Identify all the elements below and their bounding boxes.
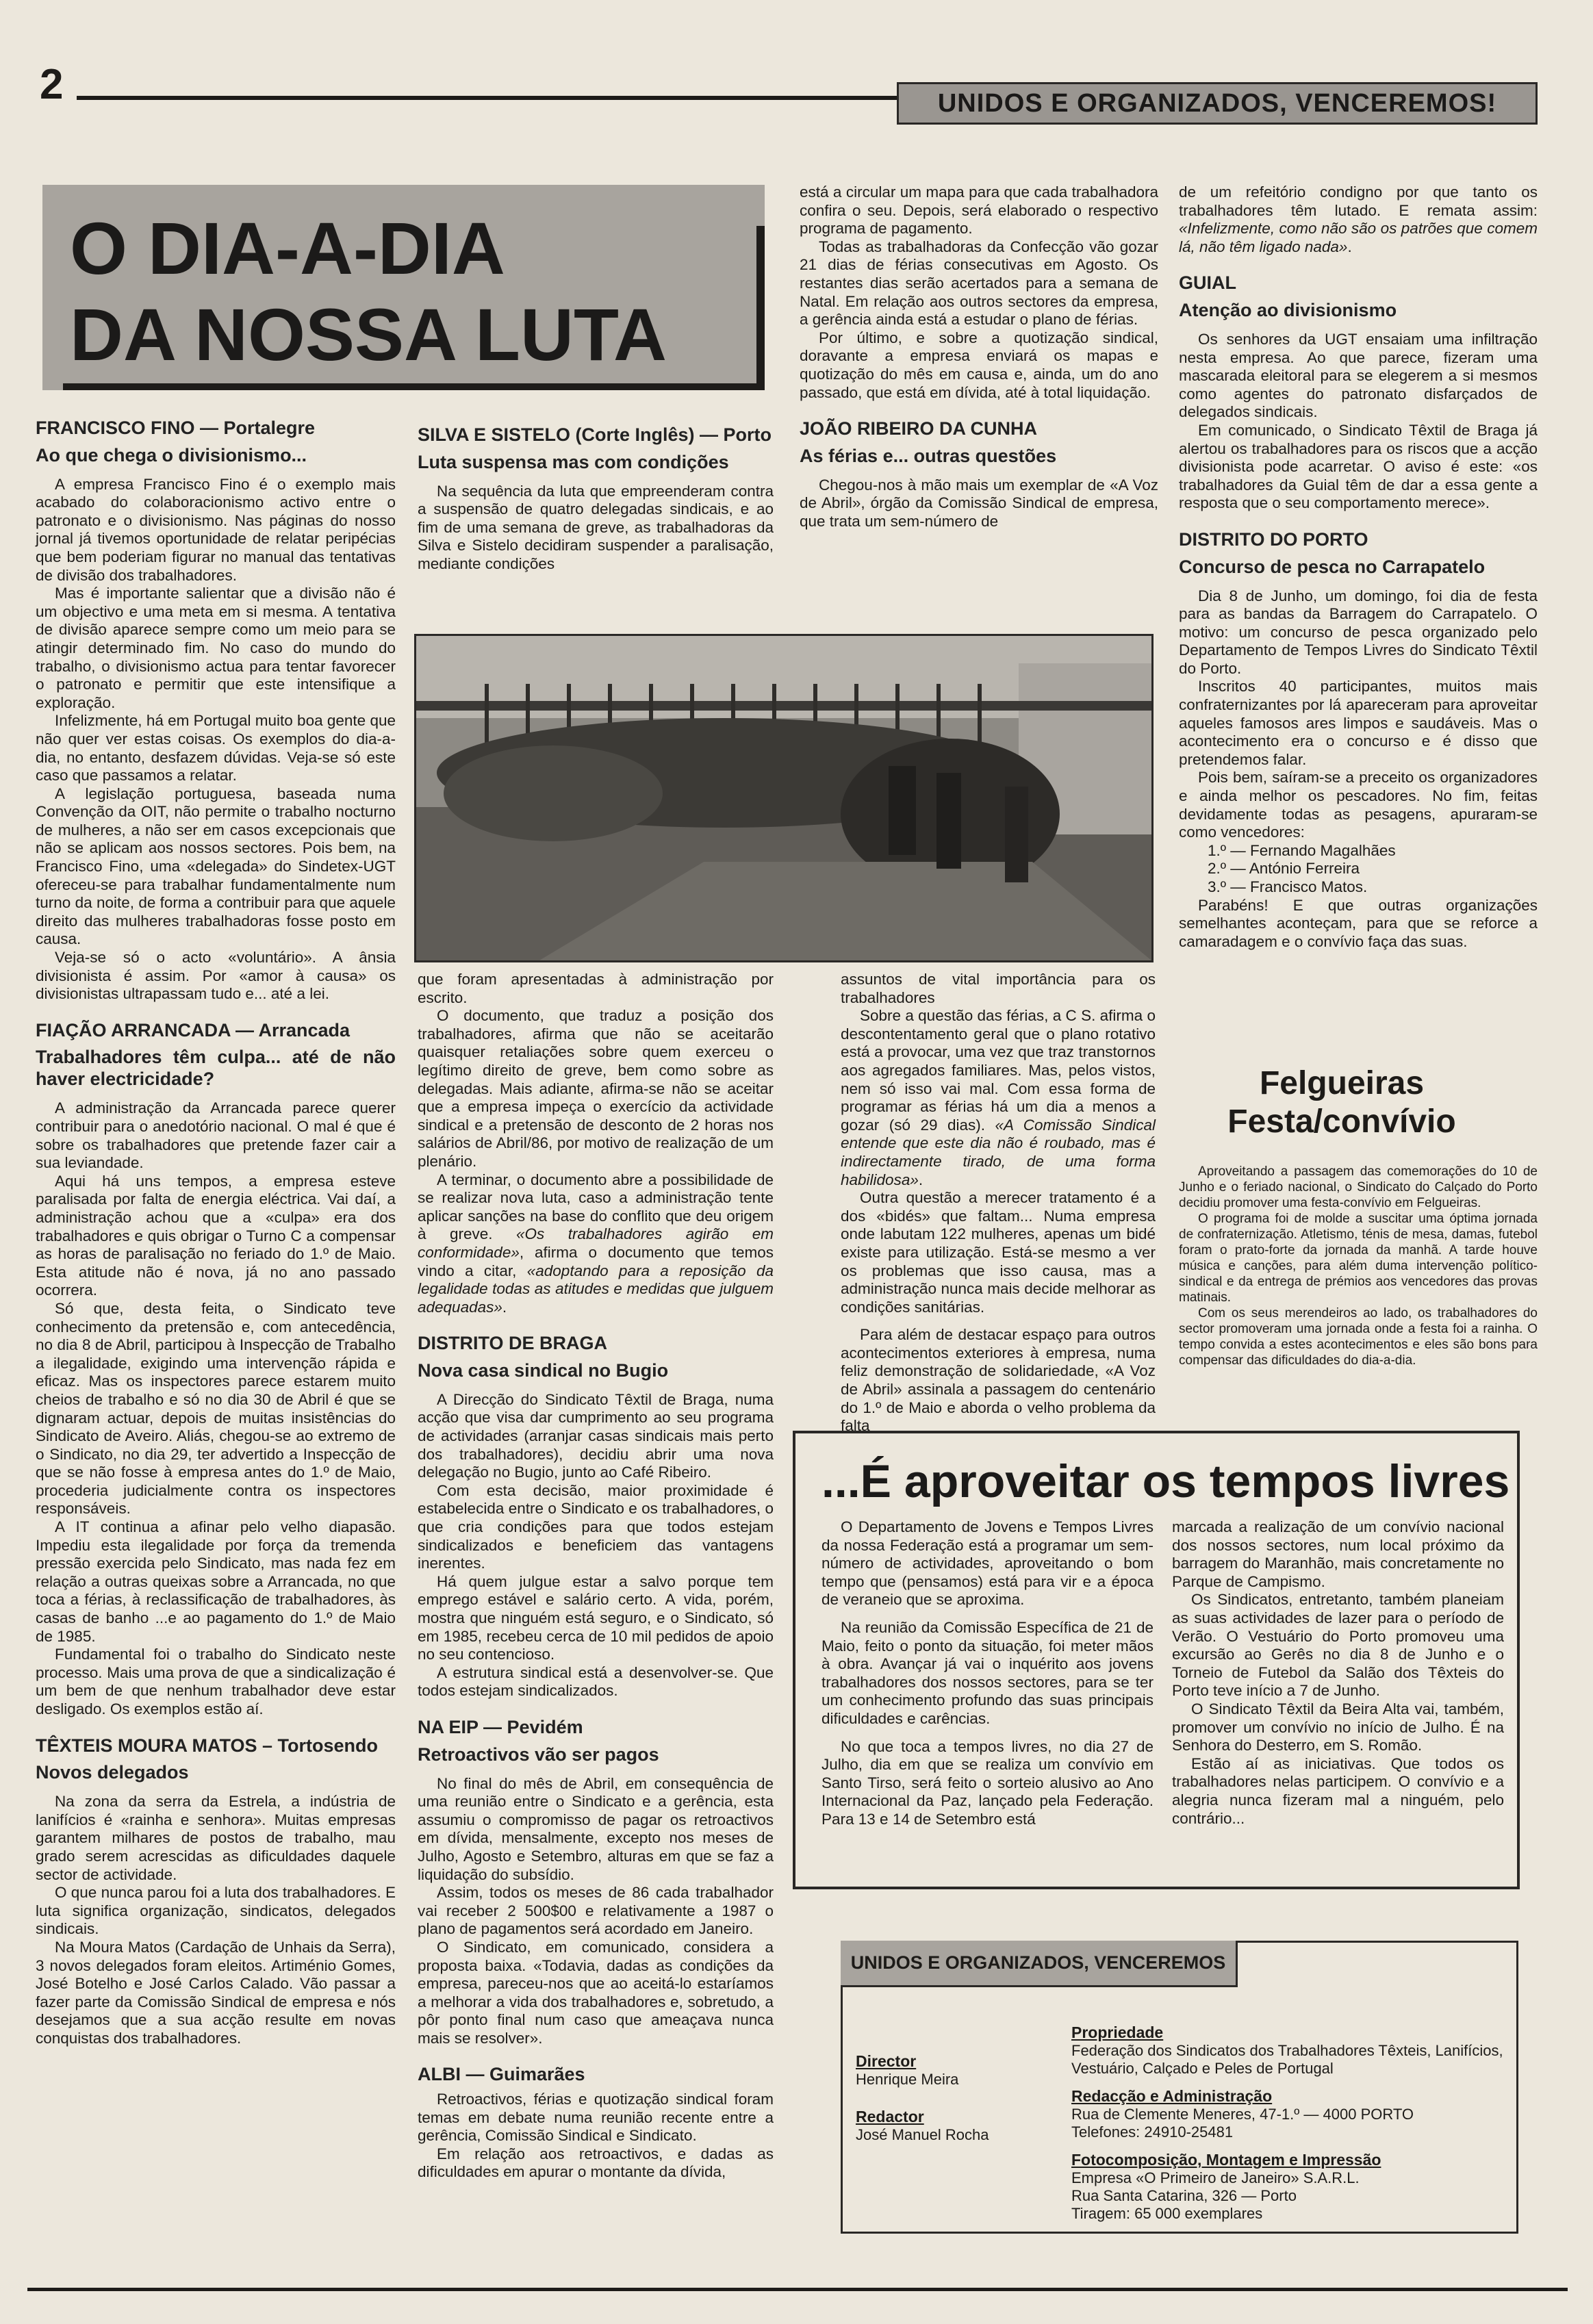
header-rule — [77, 96, 898, 100]
quote: «adoptando para a reposição da legalidade todas as atitudes e medidas que julguem adequadas» — [418, 1262, 774, 1316]
paragraph — [1179, 183, 1538, 256]
headline-line-2: DA NOSSA LUTA — [70, 293, 667, 376]
paragraph: No final do mês de Abril, em consequência de uma reunião entre o Sindicato e a gerência, esta assumiu o compromisso de pagar os retroactivos em dívida, mensalmente, excepto nos meses de Julho, Agosto e Setembro, alturas em que se faz a liquidação do subsídio. — [418, 1774, 774, 1883]
paragraph: O Departamento de Jovens e Tempos Livres da nossa Federação está a programar um sem-número de actividades, aproveitando o bom tempo que (pensamos) está para vir e a época de veraneio que se aproxima. — [821, 1518, 1154, 1609]
print-label: Fotocomposição, Montagem e Impressão — [1071, 2151, 1381, 2169]
section-subtitle: As férias e... outras questões — [800, 445, 1057, 466]
paragraph: Aqui há uns tempos, a empresa esteve paralisada por falta de energia eléctrica. Vai daí, a administração achou que a «culpa» era dos trabalhadores e quis obrigar o Turno C a compensar as horas de paralisação no feriado do 1.º de Maio. Esta atitude não é nova, já no ano passado ocorrera. — [36, 1172, 396, 1299]
paragraph: A administração da Arrancada parece querer contribuir para o anedotório nacional. O mal é que é sobre os trabalhadores que pretende fazer cair a sua leviandade. — [36, 1099, 396, 1172]
page-headline — [70, 205, 667, 378]
masthead-info — [1071, 2023, 1509, 2223]
winner-item: 2.º — António Ferreira — [1208, 860, 1360, 878]
section-subtitle: Luta suspensa mas com condições — [418, 451, 729, 472]
text-run: de um refeitório condigno por que tanto os trabalhadores têm lutado. E remata assim: — [1179, 183, 1538, 219]
paragraph: Estão aí as iniciativas. Que todos os trabalhadores nelas participem. O convívio e a alegria nunca fizeram mal a ninguém, pelo contrário... — [1172, 1754, 1504, 1827]
tempos-column-b — [1172, 1518, 1504, 1828]
section-subtitle: Concurso de pesca no Carrapatelo — [1179, 556, 1486, 577]
masthead-title-text: UNIDOS E ORGANIZADOS, VENCEREMOS — [850, 1952, 1226, 1973]
paragraph: Na reunião da Comissão Específica de 21 de Maio, feito o ponto da situação, foi meter mãos à obra. Avançar já vai o inquérito aos jovens trabalhadores dos nossos sectores, para se ter um conhecimento profundo das suas principais dificuldades e carências. — [821, 1618, 1154, 1727]
column-3-bottom — [841, 971, 1156, 1435]
felgueiras-title — [1212, 1064, 1472, 1141]
office-address: Rua de Clemente Meneres, 47-1.º — 4000 PORTO — [1071, 2106, 1414, 2123]
section-subtitle: Nova casa sindical no Bugio — [418, 1359, 669, 1381]
paragraph: Parabéns! E que outras organizações semelhantes aconteçam, para que se reforce a camaradagem e o convívio faça das suas. — [1179, 896, 1538, 950]
paragraph: Fundamental foi o trabalho do Sindicato neste processo. Mais uma prova de que a sindicalização é um bem de que nenhum trabalhador deve estar desligado. Os exemplos estão aí. — [36, 1646, 396, 1718]
felgueiras-title-line-2: Festa/convívio — [1227, 1103, 1456, 1140]
paragraph: Outra questão a merecer tratamento é a dos «bidés» que faltam... Numa empresa onde labutam 122 mulheres, apenas um bidé existe para utilização. Está-se mesmo a ver os problemas que isso causa, mas a administração nunca mais decide melhorar as condições sanitárias. — [841, 1189, 1156, 1316]
paragraph: Mas é importante salientar que a divisão não é um objectivo e uma meta em si mesma. A tentativa de divisão aparece sempre como um meio para se atingir determinado fim. No caso do mundo do trabalho, o divisionismo actua para tentar favorecer o patronato e permitir que este intensifique a exploração. — [36, 585, 396, 711]
paragraph: O documento, que traduz a posição dos trabalhadores, afirma que não se aceitarão quaisquer retaliações sobre quem exerceu o legítimo direito de greve, bem como sobre as delegadas. Mais adiante, afirma-se não se aceitar que a empresa impeça o exercício da actividade sindical e a pretensão de desconto de 2 horas nos salários de Abril/86, por motivo de realização de um plenário. — [418, 1007, 774, 1170]
paragraph: marcada a realização de um convívio nacional dos nossos sectores, num local próximo da barragem do Maranhão, mais concretamente no Parque de Campismo. — [1172, 1518, 1504, 1590]
paragraph: Os Sindicatos, entretanto, também planeiam as suas actividades de lazer para o período de Verão. O Vestuário do Porto promoveu uma excursão ao Gerês no dia 8 de Junho e o Torneio de Futebol da Salão dos Têxteis do Porto teve início a 7 de Junho. — [1172, 1591, 1504, 1700]
quote: «Os trabalhadores agirão em conformidade» — [418, 1225, 774, 1261]
paragraph: Infelizmente, há em Portugal muito boa gente que não quer ver estas coisas. Os exemplos do dia-a-dia, no entanto, desfazem dúvidas. Veja-se só este caso que passamos a relatar. — [36, 712, 396, 784]
paragraph: A empresa Francisco Fino é o exemplo mais acabado do colaboracionismo activo entre o patronato e o divisionismo. Nas páginas do nosso jornal já tivemos oportunidade de relatar peripécias que bem poderiam figurar no manual das tentativas de divisão dos trabalhadores. — [36, 475, 396, 584]
column-3-top — [800, 183, 1158, 531]
paragraph: A estrutura sindical está a desenvolver-se. Que todos estejam sindicalizados. — [418, 1663, 774, 1700]
tempos-column-a — [821, 1518, 1154, 1829]
office-phone: Telefones: 24910-25481 — [1071, 2123, 1234, 2141]
paragraph: O programa foi de molde a suscitar uma óptima jornada de confraternização. Atletismo, ténis de mesa, damas, futebol foram o prato-forte da jornada da manhã. A tarde houve música e canções, para além duma intervenção político-sindical e da entrega de prémios aos vencedores das provas matinais. — [1179, 1212, 1538, 1305]
paragraph: está a circular um mapa para que cada trabalhadora confira o seu. Depois, será elaborado o respectivo programa de pagamento. — [800, 183, 1158, 238]
column-1 — [36, 419, 396, 2048]
masthead-staff — [856, 2052, 1061, 2144]
paragraph: Dia 8 de Junho, um domingo, foi dia de festa para as bandas da Barragem do Carrapatelo. O motivo: um concurso de pesca organizado pelo Departamento de Tempos Livres do Sindicato Têxtil do Porto. — [1179, 587, 1538, 677]
paragraph: Em comunicado, o Sindicato Têxtil de Braga já alertou os trabalhadores para os riscos que a acção divisionista pode acarretar. O aviso é este: «os trabalhadores da Guial têm de dar a essa gente a resposta que o seu comportamento merece». — [1179, 421, 1538, 512]
director-label: Director — [856, 2052, 917, 2070]
paragraph: Na sequência da luta que empreenderam contra a suspensão de quatro delegadas sindicais, e ao fim de uma semana de greve, as trabalhadoras da Silva e Sistelo decidiram suspender a paralisação, mediante condições — [418, 482, 774, 572]
tempos-livres-title: ...É aproveitar os tempos livres — [821, 1455, 1510, 1507]
paragraph: Na Moura Matos (Cardação de Unhais da Serra), 3 novos delegados foram eleitos. Artiménio Gomes, José Botelho e José Carlos Calado. Vão passar a fazer parte da Comissão Sindical de empresa e nós desejamos que a sua acção resulte em novas conquistas dos trabalhadores. — [36, 1938, 396, 2047]
section-subtitle: Ao que chega o divisionismo... — [36, 444, 307, 465]
column-2-bottom — [418, 971, 774, 2182]
print-run: Tiragem: 65 000 exemplares — [1071, 2205, 1263, 2222]
masthead-title — [841, 1941, 1238, 1987]
owner-label: Propriedade — [1071, 2023, 1164, 2041]
paragraph: Pois bem, saíram-se a preceito os organizadores e ainda melhor os pescadores. No fim, feitas devidamente todas as pesagens, apuraram-se como vencedores: — [1179, 769, 1538, 841]
office-label: Redacção e Administração — [1071, 2087, 1273, 2105]
winner-item: 1.º — Fernando Magalhães — [1208, 841, 1396, 859]
paragraph: Veja-se só o acto «voluntário». A ânsia divisionista é assim. Por «amor à causa» os divisionistas ultrapassam tudo e... até a lei. — [36, 949, 396, 1003]
headline-line-1: O DIA-A-DIA — [70, 207, 505, 290]
paragraph: Os senhores da UGT ensaiam uma infiltração nesta empresa. Ao que parece, fizeram uma mascarada eleitoral para se elegerem a si mesmos como agentes do patronato disfarçados de delegados sindicais. — [1179, 330, 1538, 421]
paragraph: A legislação portuguesa, baseada numa Convenção da OIT, não permite o trabalho nocturno de mulheres, a não ser em casos excepcionais que não se aplicam aos nossos sectores. Pois bem, na Francisco Fino, uma «delegada» do Sindetex-UGT ofereceu-se para trabalhar fundamentalmente num turno da noite, de forma a contribuir para que aquele direito das mulheres trabalhadoras fosse posto em causa. — [36, 784, 396, 948]
paragraph: Assim, todos os meses de 86 cada trabalhador vai receber 2 500$00 e relativamente a 1987 o plano de pagamentos será acordado em Janeiro. — [418, 1884, 774, 1938]
quote: «Infelizmente, como não são os patrões que comem lá, não têm ligado nada» — [1179, 220, 1538, 255]
paragraph: Com esta decisão, maior proximidade é estabelecida entre o Sindicato e os trabalhadores, o que cria condições para que todos estejam sindicalizados e beneficiem das vantagens inerentes. — [418, 1481, 774, 1572]
paragraph: Por último, e sobre a quotização sindical, doravante a empresa enviará os mapas e quotização do mês em causa e, ainda, um do ano passado, que está em dívida, até à total liquidação. — [800, 329, 1158, 401]
banner-text: UNIDOS E ORGANIZADOS, VENCEREMOS! — [937, 89, 1497, 118]
paragraph — [418, 1171, 774, 1317]
text-run: . — [918, 1171, 923, 1188]
felgueiras-title-line-1: Felgueiras — [1259, 1065, 1425, 1101]
paragraph: Com os seus merendeiros ao lado, os trabalhadores do sector promoveram uma jornada onde a festa foi a rainha. O tempo convida a estes acontecimentos e eles são bons para compensar das dificuldades do dia-a-dia. — [1179, 1306, 1538, 1368]
section-title: SILVA E SISTELO (Corte Inglês) — Porto — [418, 424, 772, 445]
text-run: A terminar, o documento abre a possibilidade de se realizar nova luta, caso a administração tente aplicar sanções na base do conflito que deu origem à greve. — [418, 1171, 774, 1243]
owner-text: Federação dos Sindicatos dos Trabalhadores Têxteis, Lanifícios, Vestuário, Calçado e Peles de Portugal — [1071, 2042, 1503, 2077]
paragraph: O que nunca parou foi a luta dos trabalhadores. E luta significa organização, sindicatos, delegados sindicais. — [36, 1884, 396, 1938]
winner-item: 3.º — Francisco Matos. — [1208, 878, 1368, 895]
paragraph: No que toca a tempos livres, no dia 27 de Julho, dia em que se realiza um convívio em Santo Tirso, será feito o sorteio alusivo ao Ano Internacional da Paz, lançado pela Federação. Para 13 e 14 de Setembro está — [821, 1737, 1154, 1828]
text-run: . — [1347, 238, 1352, 255]
paragraph: Inscritos 40 participantes, muitos mais confraternizantes por lá apareceram para aproveitar aqueles famosos ares limpos e saudáveis. Mas o acontecimento era o concurso e é disso que pretendemos falar. — [1179, 678, 1538, 768]
section-subtitle: Novos delegados — [36, 1762, 189, 1783]
felgueiras-text — [1179, 1164, 1538, 1368]
paragraph: Em relação aos retroactivos, e dadas as dificuldades em apurar o montante da dívida, — [418, 2145, 774, 2181]
paragraph: Aproveitando a passagem das comemorações do 10 de Junho e o feriado nacional, o Sindicato do Calçado do Porto decidiu promover uma festa-convívio em Felgueiras. — [1179, 1164, 1538, 1210]
paragraph: Retroactivos, férias e quotização sindical foram temas em debate numa reunião recente entre a gerência, Comissão Sindical e Sindicato. — [418, 2091, 774, 2145]
headline-shadow-bottom — [63, 383, 765, 390]
text-run: , afirma o documento que temos vindo a citar, — [418, 1243, 774, 1279]
column-4 — [1179, 183, 1538, 951]
paragraph: A Direcção do Sindicato Têxtil de Braga, numa acção que visa dar cumprimento ao seu programa de actividades (arranjar casas sindicais mais perto dos trabalhadores), decidiu abrir uma nova delegação no Bugio, junto ao Café Ribeiro. — [418, 1390, 774, 1481]
section-subtitle: Atenção ao divisionismo — [1179, 299, 1397, 320]
section-subtitle: Retroactivos vão ser pagos — [418, 1744, 659, 1765]
section-title: FIAÇÃO ARRANCADA — Arrancada — [36, 1019, 351, 1040]
headline-box — [42, 185, 765, 390]
news-photo — [414, 634, 1154, 962]
paragraph: Na zona da serra da Estrela, a indústria de lanifícios é «rainha e senhora». Muitas empresas garantem milhares de postos de trabalho, mau grado serem acrescidas as dificuldades daquele sector de actividade. — [36, 1793, 396, 1883]
paragraph: O Sindicato, em comunicado, considera a proposta baixa. «Todavia, dadas as condições da empresa, pareceu-nos que ao aceitá-lo estaríamos a melhorar a vida dos trabalhadores e, sobretudo, a pôr ponto final num caso que ameaçava nunca mais se resolver». — [418, 1938, 774, 2047]
section-title: DISTRITO DO PORTO — [1179, 528, 1368, 550]
section-title: JOÃO RIBEIRO DA CUNHA — [800, 418, 1038, 439]
text-run: Sobre a questão das férias, a C S. afirma o descontentamento geral que o plano rotativo está a provocar, uma vez que traz transtornos aos agregados familiares. Mas, pelos vistos, nem só isso vai mal. Com essa forma de programar as férias há um dia a menos a gozar (só 29 dias). — [841, 1007, 1156, 1134]
editor-label: Redactor — [856, 2108, 924, 2125]
paragraph: O Sindicato Têxtil da Beira Alta vai, também, promover um convívio no início de Julho. É na Senhora do Desterro, em S. Romão. — [1172, 1700, 1504, 1754]
section-title: GUIAL — [1179, 272, 1236, 294]
paragraph: assuntos de vital importância para os trabalhadores — [841, 971, 1156, 1006]
section-subtitle: Trabalhadores têm culpa... até de não haver electricidade? — [36, 1047, 396, 1090]
footer-rule — [27, 2288, 1568, 2291]
page-number: 2 — [40, 61, 64, 108]
photo-illustration — [416, 636, 1151, 960]
paragraph — [841, 1007, 1156, 1189]
paragraph: A IT continua a afinar pelo velho diapasão. Impediu esta ilegalidade por força da tremenda pressão exercida pelo Sindicato, mas nada fez em relação a outras queixas sobre a Arrancada, no que toca a férias, à reclassificação de trabalhadores, às casas de banho ...e ao pagamento do 1.º de Maio de 1985. — [36, 1518, 396, 1645]
column-2-top — [418, 426, 774, 574]
winners-list — [1179, 842, 1538, 897]
print-company: Empresa «O Primeiro de Janeiro» S.A.R.L. — [1071, 2169, 1360, 2186]
paragraph: Há quem julgue estar a salvo porque tem emprego estável e salário certo. A vida, porém, mostra que ninguém está seguro, e o Sindicato, só em 1985, recebeu cerca de 10 mil pedidos de apoio no seu contencioso. — [418, 1572, 774, 1663]
director-name: Henrique Meira — [856, 2071, 959, 2088]
section-title: FRANCISCO FINO — Portalegre — [36, 418, 316, 438]
section-title: ALBI — Guimarães — [418, 2064, 585, 2085]
paragraph: Para além de destacar espaço para outros acontecimentos exteriores à empresa, numa feliz demonstração de solidariedade, «A Voz de Abril» assinala a passagem do centenário do 1.º de Maio e aborda o velho problema da falta — [841, 1326, 1156, 1435]
section-title: TÊXTEIS MOURA MATOS – Tortosendo — [36, 1735, 379, 1756]
paragraph: Todas as trabalhadoras da Confecção vão gozar 21 dias de férias consecutivas em Agosto. Os restantes dias serão acertados para a semana de Natal. Em relação aos outros sectores da empresa, a gerência ainda está a estudar o plano de férias. — [800, 238, 1158, 329]
editor-name: José Manuel Rocha — [856, 2126, 989, 2143]
section-title: DISTRITO DE BRAGA — [418, 1333, 608, 1354]
header-banner — [897, 82, 1538, 125]
paragraph: Chegou-nos à mão mais um exemplar de «A Voz de Abril», órgão da Comissão Sindical de empresa, que trata um sem-número de — [800, 476, 1158, 530]
paragraph: Só que, desta feita, o Sindicato teve conhecimento da pretensão e, com antecedência, no dia 8 de Abril, participou à Inspecção de Trabalho a ilegalidade, exigindo uma intervenção rápida e eficaz. Mas os inspectores parece estarem muito cheios de trabalho e só no dia 30 de Abril é que se dignaram actuar, depois de muitas insistências do Sindicato de Aveiro. Aliás, chegou-se ao extremo de o Sindicato, no dia 29, ter advertido a Inspecção de que se não fosse à empresa antes do 1.º de Maio, procederia judicialmente contra os inspectores responsáveis. — [36, 1299, 396, 1518]
print-address: Rua Santa Catarina, 326 — Porto — [1071, 2187, 1297, 2204]
section-title: NA EIP — Pevidém — [418, 1716, 583, 1737]
text-run: . — [502, 1298, 507, 1316]
headline-shadow — [756, 226, 765, 390]
paragraph: que foram apresentadas à administração por escrito. — [418, 971, 774, 1006]
quote: «A Comissão Sindical entende que este dia não é roubado, mas é indirectamente tirado, de uma forma habilidosa» — [841, 1116, 1156, 1188]
